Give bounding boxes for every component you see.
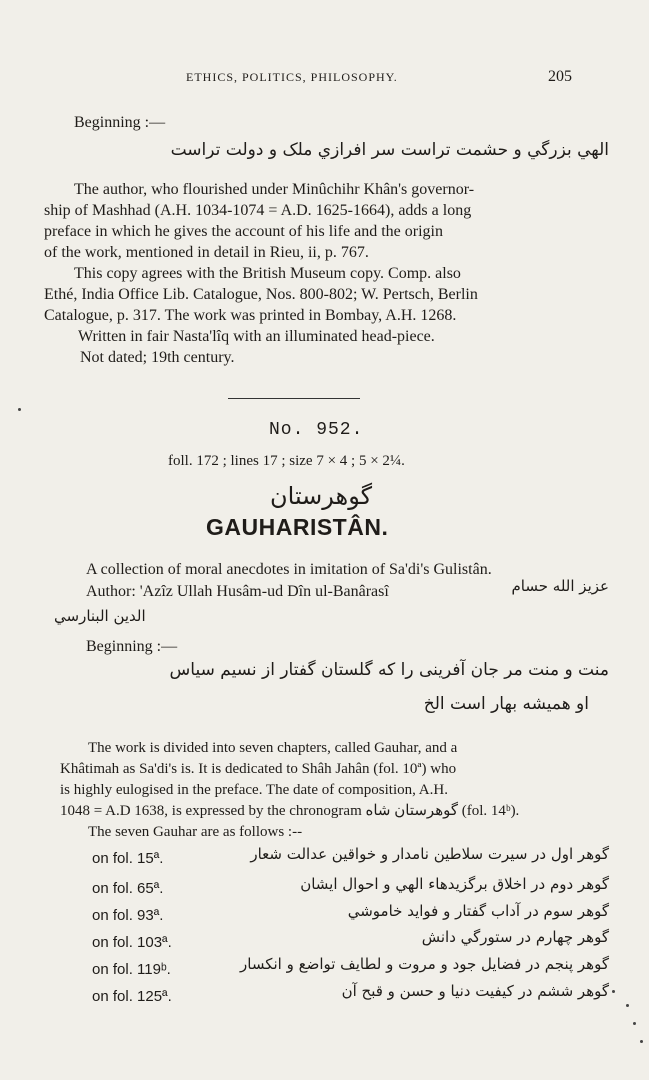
prev-paragraph-line: The author, who flourished under Minûchihr Khân's governor- — [74, 181, 475, 198]
body-line: is highly eulogised in the preface. The date of composition, A.H. — [60, 782, 448, 798]
chapter-folio: on fol. 125ª. — [92, 988, 172, 1005]
chapter-title: گوهر پنجم در فضايل جود و مروت و لطايف تواضع و انكسار — [240, 955, 609, 973]
entry-beginning-label: Beginning :— — [86, 638, 178, 655]
chapter-title: گوهر چهارم در ستورگي دانش — [421, 928, 609, 946]
author-line: Author: 'Azîz Ullah Husâm-ud Dîn ul-Banârasî — [86, 583, 389, 600]
entry-title: GAUHARISTÂN. — [206, 514, 389, 540]
prev-paragraph-line: Catalogue, p. 317. The work was printed in Bombay, A.H. 1268. — [44, 307, 457, 324]
entry-beginning-text: منت و منت مر جان آفرينی را که گلستان گفتار از نسيم سياس — [169, 660, 609, 680]
chapter-title: گوهر اول در سيرت سلاطين نامدار و خواقين عدالت شعار — [250, 845, 609, 863]
prev-paragraph-line: Not dated; 19th century. — [80, 349, 235, 366]
entry-beginning-text: او هميشه بهار است الخ — [423, 694, 589, 714]
paper-speck — [18, 408, 21, 411]
paper-speck — [626, 1004, 629, 1007]
body-line: Khâtimah as Sa'di's is. It is dedicated to Shâh Jahân (fol. 10ª) who — [60, 761, 457, 777]
prev-paragraph-line: ship of Mashhad (A.H. 1034-1074 = A.D. 1625-1664), adds a long — [44, 202, 472, 219]
prev-paragraph-line: preface in which he gives the account of his life and the origin — [44, 223, 443, 240]
prev-beginning-label: Beginning :— — [74, 114, 166, 131]
chapter-title: گوهر سوم در آداب گفتار و فوايد خاموشي — [347, 902, 609, 920]
prev-paragraph-line: of the work, mentioned in detail in Rieu, ii, p. 767. — [44, 244, 369, 261]
author-persian-2: الدين البنارسي — [54, 607, 146, 625]
author-persian-1: عزيز الله حسام — [511, 577, 609, 595]
seven-gauhar-intro: The seven Gauhar are as follows :-- — [88, 824, 303, 840]
paper-speck — [633, 1022, 636, 1025]
paper-speck — [612, 990, 615, 993]
chapter-title: گوهر ششم در كيفيت دنيا و حسن و قبح آن — [341, 982, 609, 1000]
chapter-folio: on fol. 15ª. — [92, 850, 164, 867]
prev-paragraph-line: Ethé, India Office Lib. Catalogue, Nos. 800-802; W. Pertsch, Berlin — [44, 286, 478, 303]
section-divider — [228, 398, 360, 399]
chapter-folio: on fol. 65ª. — [92, 880, 164, 897]
body-line: 1048 = A.D 1638, is expressed by the chronogram گوهرستان شاه (fol. 14ᵇ). — [60, 803, 520, 819]
folio-info: foll. 172 ; lines 17 ; size 7 × 4 ; 5 × 2¼. — [168, 453, 405, 469]
title-persian: گوهرستان — [270, 482, 373, 510]
page-number: 205 — [548, 68, 572, 85]
prev-paragraph-line: Written in fair Nasta'lîq with an illuminated head-piece. — [78, 328, 435, 345]
chapter-title: گوهر دوم در اخلاق برگزيدهاء الهي و احوال ايشان — [300, 875, 609, 893]
chapter-folio: on fol. 119ᵇ. — [92, 961, 171, 978]
prev-paragraph-line: This copy agrees with the British Museum copy. Comp. also — [74, 265, 461, 282]
entry-number: No. 952. — [269, 420, 364, 440]
entry-description: A collection of moral anecdotes in imitation of Sa'di's Gulistân. — [86, 561, 492, 578]
body-line: The work is divided into seven chapters, called Gauhar, and a — [88, 740, 458, 756]
chapter-folio: on fol. 103ª. — [92, 934, 172, 951]
chapter-folio: on fol. 93ª. — [92, 907, 164, 924]
prev-beginning-text: الهي بزرگي و حشمت تراست سر افرازي ملک و دولت تراست — [170, 140, 609, 160]
paper-speck — [640, 1040, 643, 1043]
running-header: ETHICS, POLITICS, PHILOSOPHY. — [186, 70, 398, 84]
